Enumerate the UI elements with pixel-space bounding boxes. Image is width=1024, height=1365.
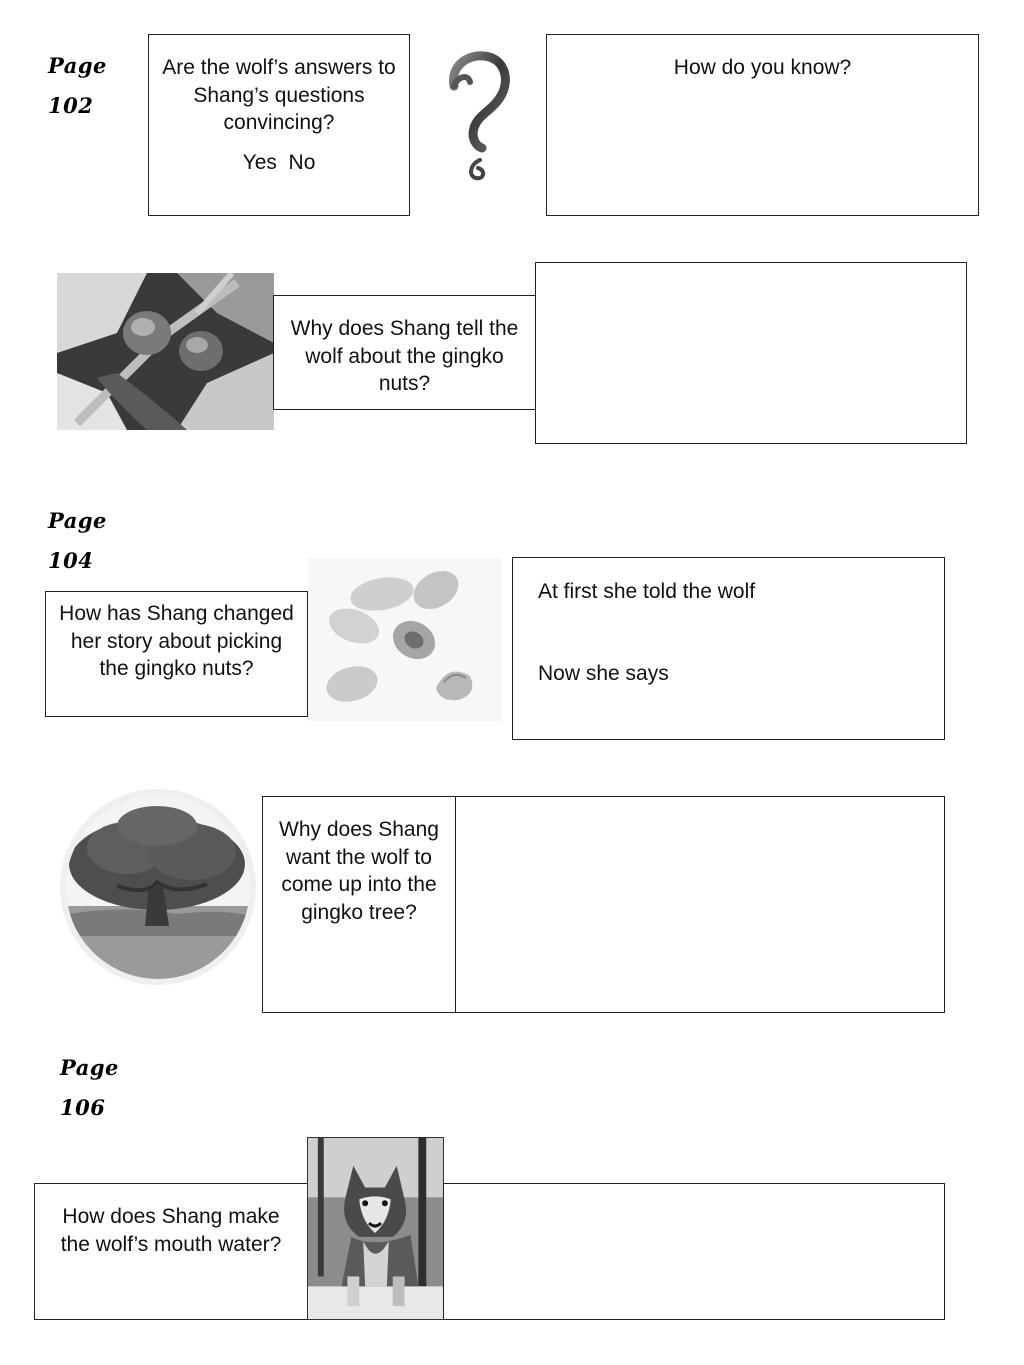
gingko-tree-image <box>57 786 259 988</box>
at-first-prompt: At first she told the wolf <box>538 580 756 603</box>
yes-no-options[interactable]: Yes No <box>242 151 316 174</box>
why-tell-question-box <box>273 295 536 410</box>
page-label-106 <box>60 1048 119 1128</box>
why-tell-answer-box[interactable] <box>535 262 967 444</box>
story-change-answer-box[interactable] <box>512 557 945 740</box>
mouth-water-question-box <box>34 1183 308 1320</box>
mouth-water-question-text: How does Shang make the wolf’s mouth water? <box>60 1205 282 1256</box>
question-mark-icon <box>440 48 520 188</box>
how-do-you-know-text: How do you know? <box>673 56 852 79</box>
come-up-question-text: Why does Shang want the wolf to come up into the gingko tree? <box>279 818 439 924</box>
changed-story-question-text: How has Shang changed her story about picking the gingko nuts? <box>59 602 294 680</box>
page-label-104 <box>48 501 107 581</box>
page-word: Page <box>48 53 107 78</box>
come-up-question-box <box>262 796 456 1013</box>
come-up-answer-box[interactable] <box>455 796 945 1013</box>
page-label-102 <box>48 46 107 126</box>
changed-story-question-box <box>45 591 308 717</box>
why-tell-question-text: Why does Shang tell the wolf about the gingko nuts? <box>290 317 519 395</box>
mouth-water-answer-box[interactable] <box>443 1183 945 1320</box>
page-number: 106 <box>60 1095 106 1120</box>
page-number: 102 <box>48 93 94 118</box>
how-do-you-know-box[interactable] <box>546 34 979 216</box>
page-word: Page <box>48 508 107 533</box>
page-word: Page <box>60 1055 119 1080</box>
convincing-question-box <box>148 34 410 216</box>
gingko-nuts-image <box>308 558 501 721</box>
page-number: 104 <box>48 548 94 573</box>
wolf-image <box>307 1137 444 1320</box>
now-she-says-prompt: Now she says <box>538 662 669 685</box>
gingko-branch-image <box>57 273 274 430</box>
convincing-question-text: Are the wolf’s answers to Shang’s questions convincing? <box>162 56 396 134</box>
